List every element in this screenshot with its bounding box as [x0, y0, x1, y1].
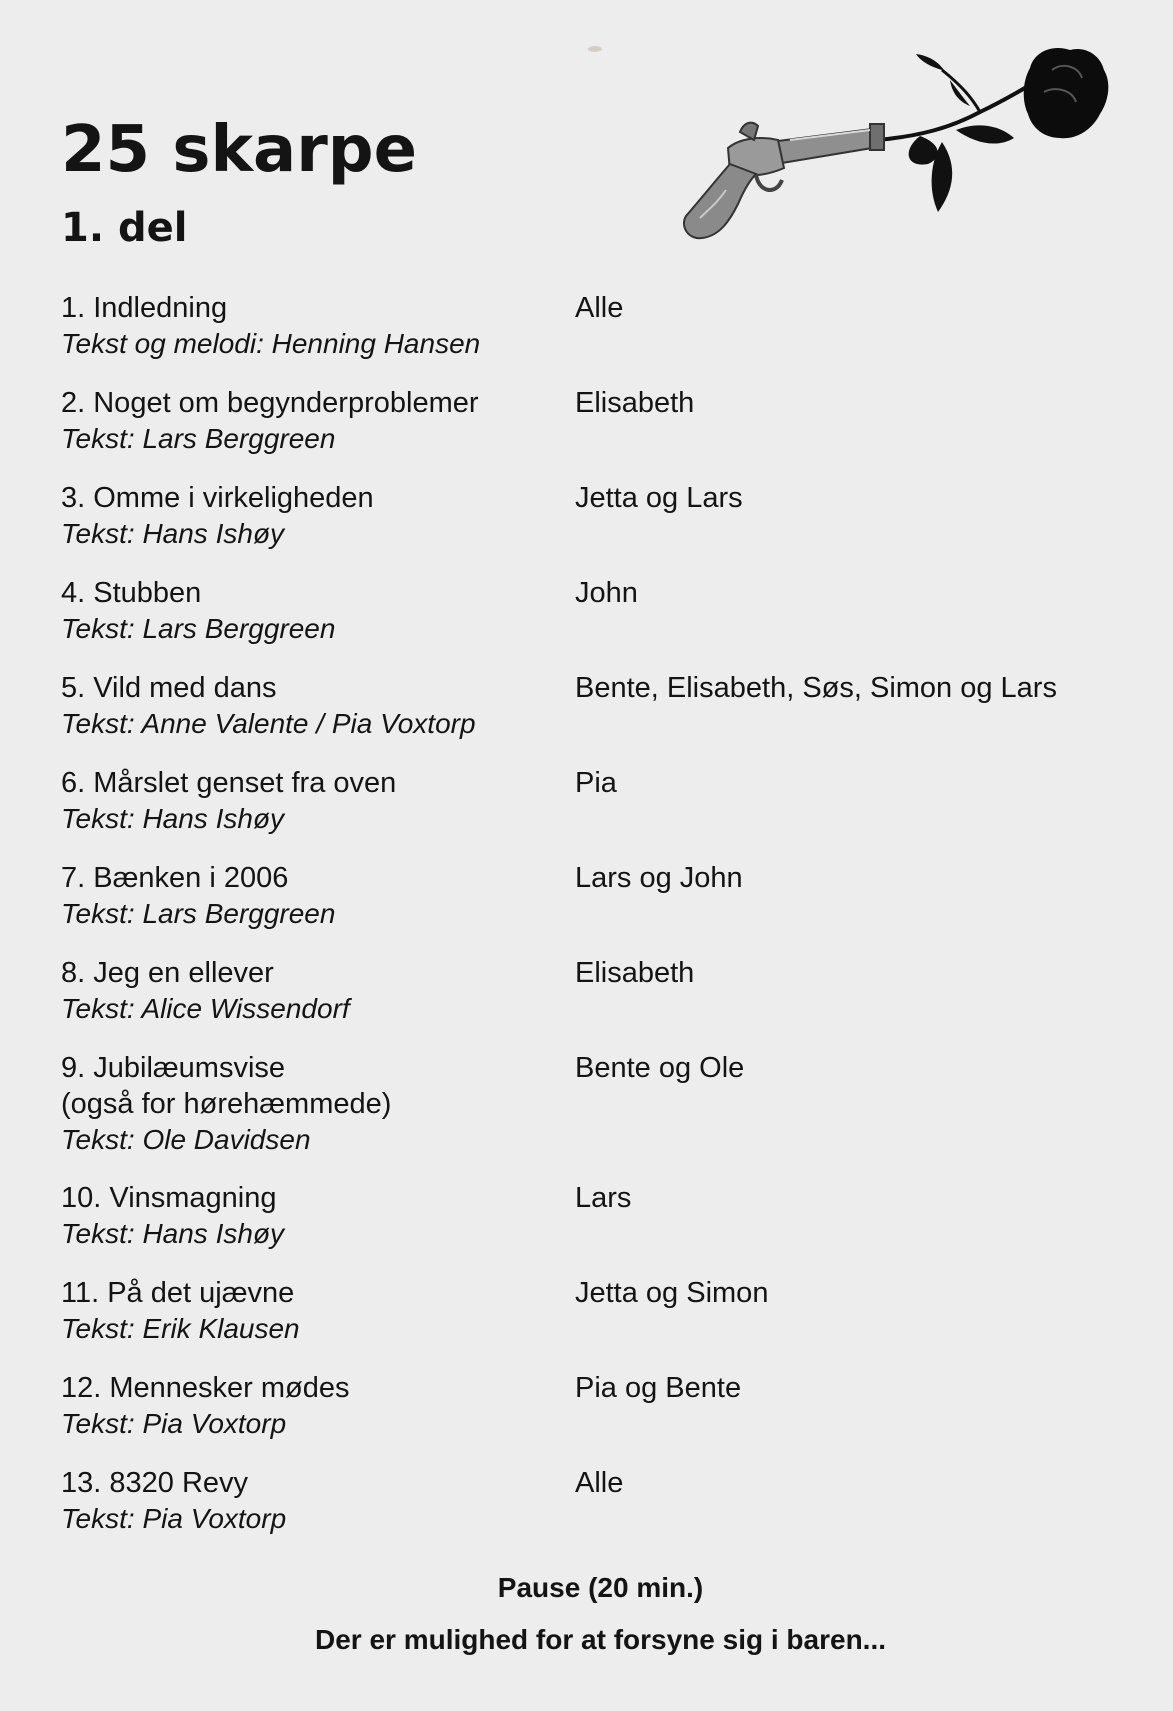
song-author: Tekst og melodi: Henning Hansen — [61, 328, 481, 359]
performers: Lars — [575, 1182, 632, 1214]
song-entry — [61, 480, 374, 552]
page-title: 25 skarpe — [61, 113, 417, 187]
song-author: Tekst: Erik Klausen — [61, 1313, 300, 1344]
performers: Bente og Ole — [575, 1052, 745, 1084]
song-entry — [61, 1370, 350, 1442]
paper-speck — [588, 46, 602, 52]
song-entry — [61, 290, 480, 362]
song-entry — [61, 575, 335, 647]
performers: Elisabeth — [575, 387, 695, 419]
song-entry — [61, 1275, 300, 1347]
performers: Bente, Elisabeth, Søs, Simon og Lars — [575, 672, 1057, 704]
song-author: Tekst: Pia Voxtorp — [61, 1408, 287, 1439]
song-entry — [61, 860, 335, 932]
song-title: 13. 8320 Revy — [61, 1467, 249, 1499]
pause-note: Pause (20 min.) — [497, 1572, 704, 1603]
pistol-rose-icon — [680, 40, 1110, 270]
song-author: Tekst: Hans Ishøy — [61, 803, 285, 834]
song-title: 7. Bænken i 2006 — [61, 862, 289, 894]
performers: Lars og John — [575, 862, 743, 894]
performers: John — [575, 577, 638, 609]
song-title: 1. Indledning — [61, 292, 228, 324]
page-subtitle: 1. del — [61, 205, 188, 251]
song-title: 11. På det ujævne — [61, 1277, 295, 1309]
performers: Alle — [575, 1467, 624, 1499]
performers: Jetta og Lars — [575, 482, 743, 514]
song-title: 4. Stubben — [61, 577, 202, 609]
song-author: Tekst: Hans Ishøy — [61, 518, 285, 549]
song-author: Tekst: Hans Ishøy — [61, 1218, 285, 1249]
performers: Pia — [575, 767, 617, 799]
song-author: Tekst: Lars Berggreen — [61, 423, 336, 454]
song-title: 10. Vinsmagning — [61, 1182, 277, 1214]
song-entry — [61, 955, 350, 1027]
song-title: 6. Mårslet genset fra oven — [61, 767, 397, 799]
song-title: 5. Vild med dans — [61, 672, 277, 704]
song-entry — [61, 1050, 391, 1158]
song-title: 2. Noget om begynderproblemer — [61, 387, 479, 419]
song-entry — [61, 1180, 284, 1252]
performers: Jetta og Simon — [575, 1277, 769, 1309]
song-entry — [61, 1465, 286, 1537]
song-author: Tekst: Ole Davidsen — [61, 1124, 311, 1155]
song-author: Tekst: Lars Berggreen — [61, 898, 336, 929]
song-entry — [61, 670, 476, 742]
song-author: Tekst: Pia Voxtorp — [61, 1503, 287, 1534]
song-title: 12. Mennesker mødes — [61, 1372, 350, 1404]
song-title-note: (også for hørehæmmede) — [61, 1088, 392, 1120]
song-entry — [61, 765, 396, 837]
song-title: 3. Omme i virkeligheden — [61, 482, 374, 514]
song-title: 8. Jeg en ellever — [61, 957, 274, 989]
bar-note: Der er mulighed for at forsyne sig i baren... — [314, 1624, 887, 1655]
song-title: 9. Jubilæumsvise — [61, 1052, 286, 1084]
song-entry — [61, 385, 479, 457]
song-author: Tekst: Lars Berggreen — [61, 613, 336, 644]
performers: Alle — [575, 292, 624, 324]
song-author: Tekst: Alice Wissendorf — [61, 993, 350, 1024]
song-author: Tekst: Anne Valente / Pia Voxtorp — [61, 708, 476, 739]
performers: Elisabeth — [575, 957, 695, 989]
performers: Pia og Bente — [575, 1372, 742, 1404]
